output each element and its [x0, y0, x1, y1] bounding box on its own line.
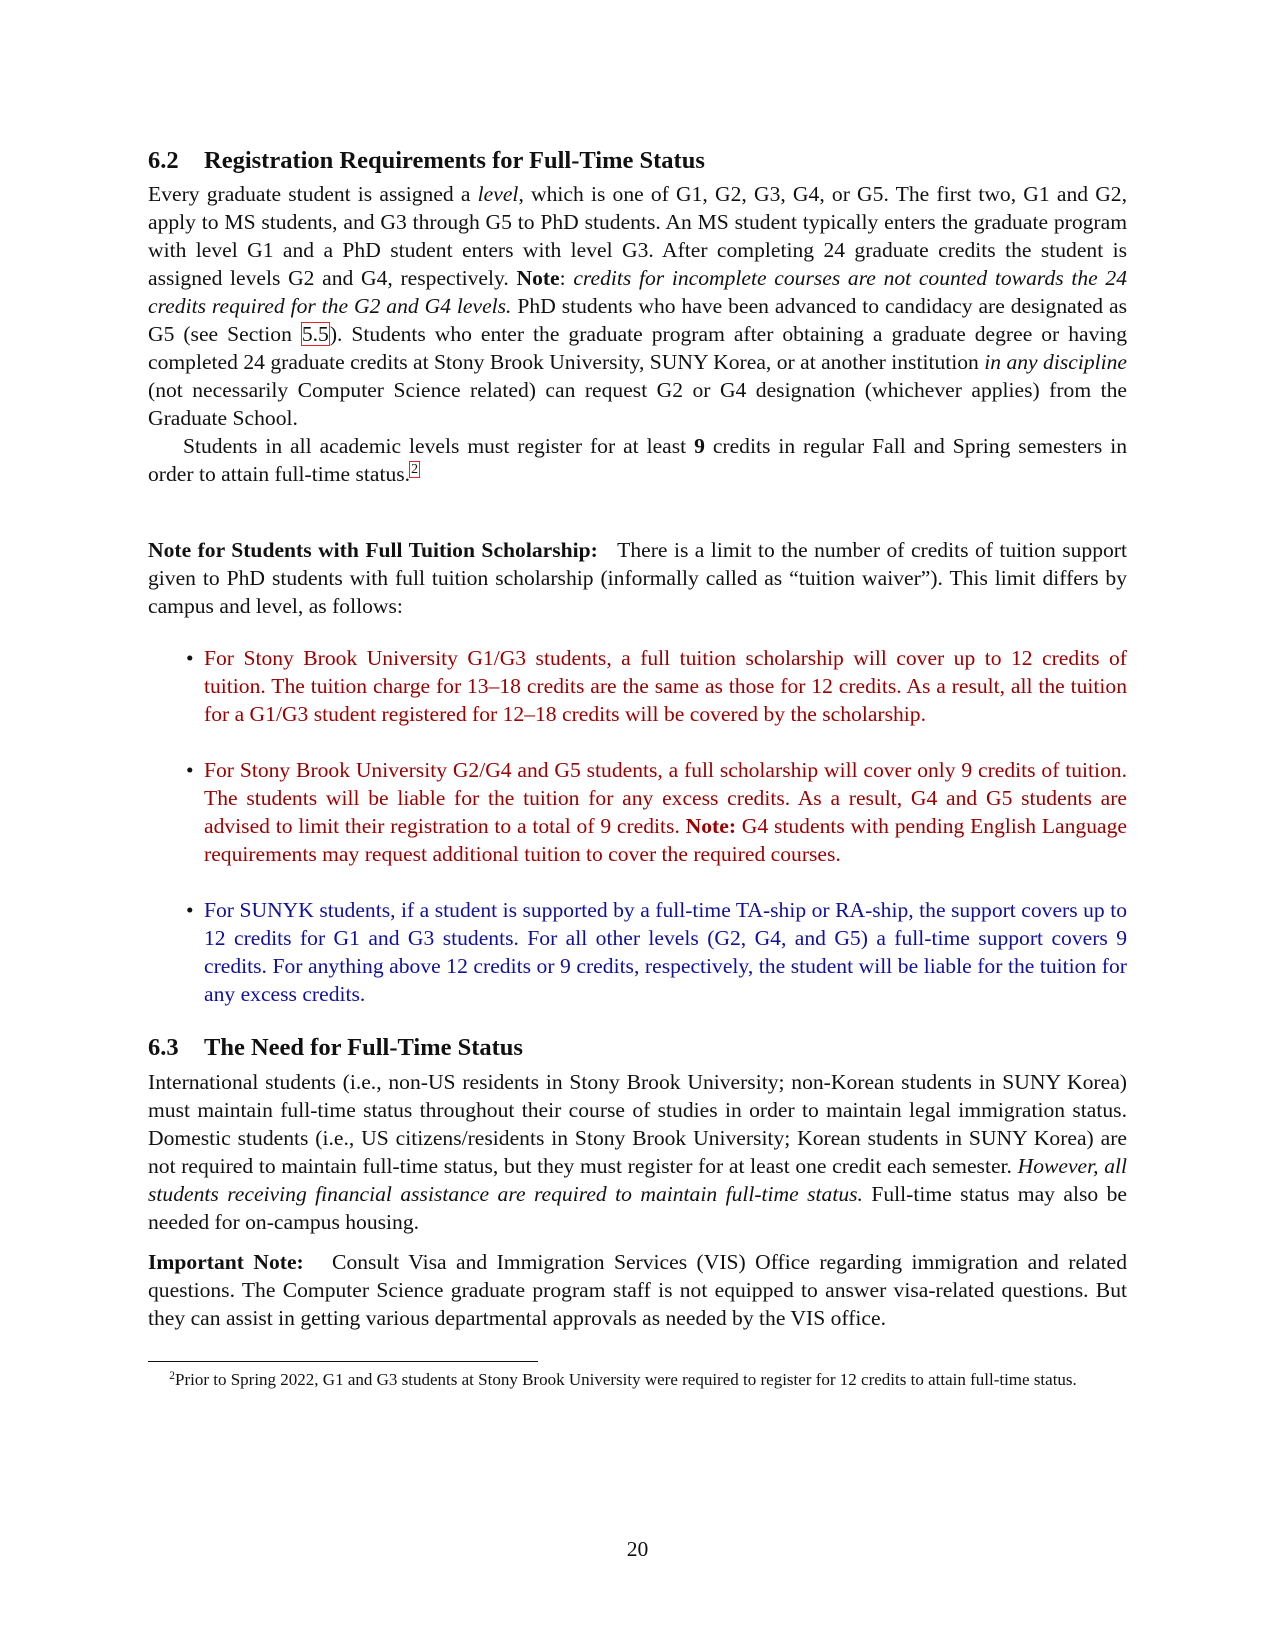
bullet-icon: • — [186, 758, 194, 782]
note-label: Note — [516, 266, 560, 290]
section-title: The Need for Full-Time Status — [204, 1034, 523, 1061]
section-number: 6.2 — [148, 147, 179, 174]
full-time-paragraph: Students in all academic levels must register for at least 9 credits in regular Fall and Spring semesters in order to attain full-time status.$^2$ — [148, 434, 1127, 486]
section-number: 6.3 — [148, 1034, 179, 1061]
full-time-need-paragraph: International students (i.e., non-US residents in Stony Brook University; non-Korean students in SUNY Korea) must maintain full-time status throughout their course of studies in order to maintain legal immigration status. Domestic students (i.e., US citizens/residents in Stony Brook University; Korean students in SUNY Korea) are not required to maintain full-time status, but they must register for at least one credit each semester. However, all students receiving financial assistance are required to maintain full-time status. Full-time status may also be needed for on-campus housing. — [148, 1070, 1127, 1234]
list-item-sbu-g2-g4-g5: • For Stony Brook University G2/G4 and G5 students, a full scholarship will cover only 9 credits of tuition. The students will be liable for the tuition for any excess credits. As a result, G4 and G5 students are advised to limit their registration to a total of 9 credits. Note: G4 students with pending English Language requirements may request additional tuition to cover the required courses. — [186, 758, 1127, 866]
bullet-icon: • — [186, 898, 194, 922]
section-title: Registration Requirements for Full-Time Status — [204, 147, 705, 174]
note-text: credits for incomplete courses are not counted towards the 24 credits required for the G2 and G4 levels. — [148, 266, 1127, 318]
footnote-2-link[interactable]: 2 — [411, 462, 419, 477]
page-number: 20 — [626, 1537, 649, 1561]
footnote-divider — [148, 1361, 538, 1362]
important-note-label: Important Note: — [148, 1250, 304, 1274]
footnote-text: Prior to Spring 2022, G1 and G3 students at Stony Brook University were required to register for 12 credits to attain full-time status. — [175, 1370, 1077, 1389]
footnote — [148, 1368, 1127, 1391]
section-5-5-link[interactable]: 5.5 — [301, 322, 329, 346]
scholarship-list — [148, 644, 1127, 1036]
scholarship-note-label: Note for Students with Full Tuition Scholarship: — [148, 538, 598, 562]
section-heading-6-3 — [148, 1033, 523, 1063]
scholarship-note: Note for Students with Full Tuition Scholarship: There is a limit to the number of credits of tuition support given to PhD students with full tuition scholarship (informally called as “tuition waiver”). This limit differs by campus and level, as follows: — [148, 538, 1127, 618]
section-heading-6-2 — [148, 146, 705, 176]
bullet-icon: • — [186, 646, 194, 670]
important-note: Important Note: Consult Visa and Immigration Services (VIS) Office regarding immigration and related questions. The Computer Science graduate program staff is not equipped to answer visa-related questions. But they can assist in getting various departmental approvals as needed by the VIS office. — [148, 1250, 1127, 1330]
list-item-sbu-g1-g3: • For Stony Brook University G1/G3 students, a full tuition scholarship will cover up to 12 credits of tuition. The tuition charge for 13–18 credits are the same as those for 12 credits. As a result, all the tuition for a G1/G3 student registered for 12–18 credits will be covered by the scholarship. — [186, 646, 1127, 726]
level-paragraph: Every graduate student is assigned a level, which is one of G1, G2, G3, G4, or G5. The first two, G1 and G2, apply to MS students, and G3 through G5 to PhD students. An MS student typically enters the graduate program with level G1 and a PhD student enters with level G3. After completing 24 graduate credits the student is assigned levels G2 and G4, respectively. Note: credits for incomplete courses are not counted towards the 24 credits required for the G2 and G4 levels. PhD students who have been advanced to candidacy are designated as G5 (see Section 5.5). Students who enter the graduate program after obtaining a graduate degree or having completed 24 graduate credits at Stony Brook University, SUNY Korea, or at another institution in any discipline (not necessarily Computer Science related) can request G2 or G4 designation (whichever applies) from the Graduate School. — [148, 182, 1127, 430]
footnote-number: 2 — [169, 1370, 175, 1382]
list-item-sunyk: • For SUNYK students, if a student is supported by a full-time TA-ship or RA-ship, the support covers up to 12 credits for G1 and G3 students. For all other levels (G2, G4, and G5) a full-time support covers 9 credits. For anything above 12 credits or 9 credits, respectively, the student will be liable for the tuition for any excess credits. — [186, 898, 1127, 1006]
